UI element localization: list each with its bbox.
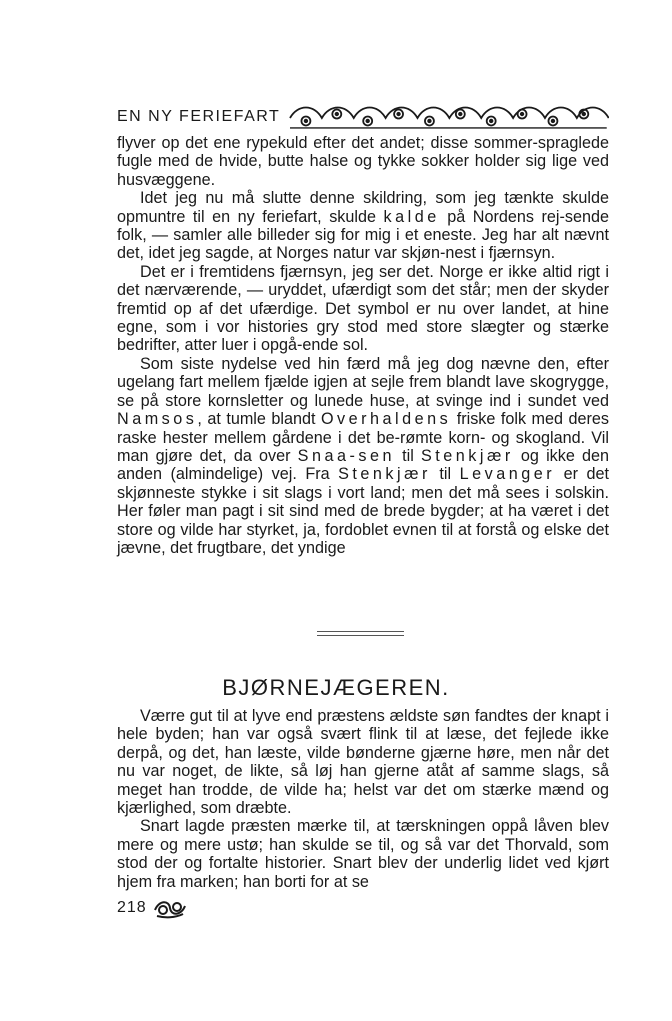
- paragraph: [117, 817, 609, 891]
- page-footer: [117, 896, 187, 920]
- spaced-name: Overhaldens: [320, 410, 452, 429]
- text-run: Det er i fremtidens fjærnsyn, jeg ser det. Norge er ikke altid rigt i det nærværende, — uryddet, ufærdigt som det står; men der skyder fremtid op af det ufærdige. Det symbol er nu over landet, at hine egne, som i vor histories gry stod med store slægter og stærke bedrifter, atter luer i opgå-ende sol.: [117, 262, 609, 355]
- spaced-name: kalde: [383, 207, 440, 226]
- text-run: flyver op det ene rypekuld efter det andet; disse sommer-spraglede fugle med de hvide, butte halse og tykke sokker holder sig lige ved husvæggene.: [117, 134, 609, 189]
- text-run: er det skjønneste stykke i sit slags i vort land; men det må sees i solskin. Her føler man pagt i sit sind med de brede bygder; at ha været i det store og vilde har styrket, ja, fordoblet evnen til at forstå og elske det jævne, det frugtbare, det yndige: [117, 465, 609, 557]
- text-run: Værre gut til at lyve end præstens ældste søn fandtes der knapt i hele byden; han var også svært flink til at læse, det fejlede ikke derpå, og det, han læste, vilde bønderne gjærne høre, men når det nu var noget, de likte, så løj han gjerne atåt af samme slags, så meget han trodde, de vilde ha; helst var det om stærke mænd og kjærlighed, som dræbte.: [117, 707, 609, 818]
- spaced-name: Snaa-sen: [297, 446, 395, 465]
- text-run: til: [430, 465, 460, 484]
- text-run: Idet jeg nu må slutte denne skildring, som jeg tænkte skulde opmuntre til en ny feriefart, skulde: [117, 189, 609, 226]
- paragraph: [117, 189, 609, 263]
- paragraph: [117, 134, 609, 189]
- text-run: på Nordens rej-sende folk, — samler alle billeder sig for mig i et eneste. Jeg har alt nævnt det, idet jeg sagde, at Norges natur var skjøn-nest i fjærnsyn.: [117, 207, 609, 263]
- spaced-name: Levanger: [459, 465, 556, 484]
- text-run: og ikke den anden (almindelige) vej. Fra: [117, 446, 610, 484]
- text-run: friske folk med deres raske hester mellem gårdene i det be-rømte korn- og skogland. Vil man gjøre det, da over: [117, 410, 609, 465]
- running-title: EN NY FERIEFART: [117, 108, 281, 125]
- spaced-name: Stenkjær: [420, 446, 514, 465]
- paragraph: [117, 263, 609, 355]
- section-divider: [317, 631, 404, 637]
- page-number: 218: [117, 899, 147, 916]
- scroll-ornament-icon: [153, 896, 187, 920]
- paragraph: [117, 355, 609, 557]
- text-run: Snart lagde præsten mærke til, at tærskningen oppå låven blev mere og mere ustø; han skulde se til, og så var det Thorvald, som stod der og fortalte historier. Snart blev der underlig lidet ved kjørt hjem fra marken; han borti for at se: [117, 817, 609, 891]
- chapter-opening-text: [117, 707, 609, 891]
- running-header: [117, 100, 609, 134]
- chapter-closing-text: [117, 134, 609, 557]
- paragraph: [117, 707, 609, 817]
- spaced-name: Stenkjær: [338, 465, 431, 484]
- text-run: Som siste nydelse ved hin færd må jeg dog nævne den, efter ugelang fart mellem fjælde igjen at sejle frem blandt lave skogrygge, se på store kornsletter og lunede huse, at svinge ind i sundet ved: [117, 354, 609, 410]
- text-run: , at tumle blandt: [197, 410, 321, 429]
- text-run: til: [394, 446, 421, 465]
- spaced-name: Namsos: [117, 410, 198, 429]
- chapter-title: BJØRNEJÆGEREN.: [222, 675, 450, 700]
- scroll-vine-ornament-icon: [288, 102, 609, 132]
